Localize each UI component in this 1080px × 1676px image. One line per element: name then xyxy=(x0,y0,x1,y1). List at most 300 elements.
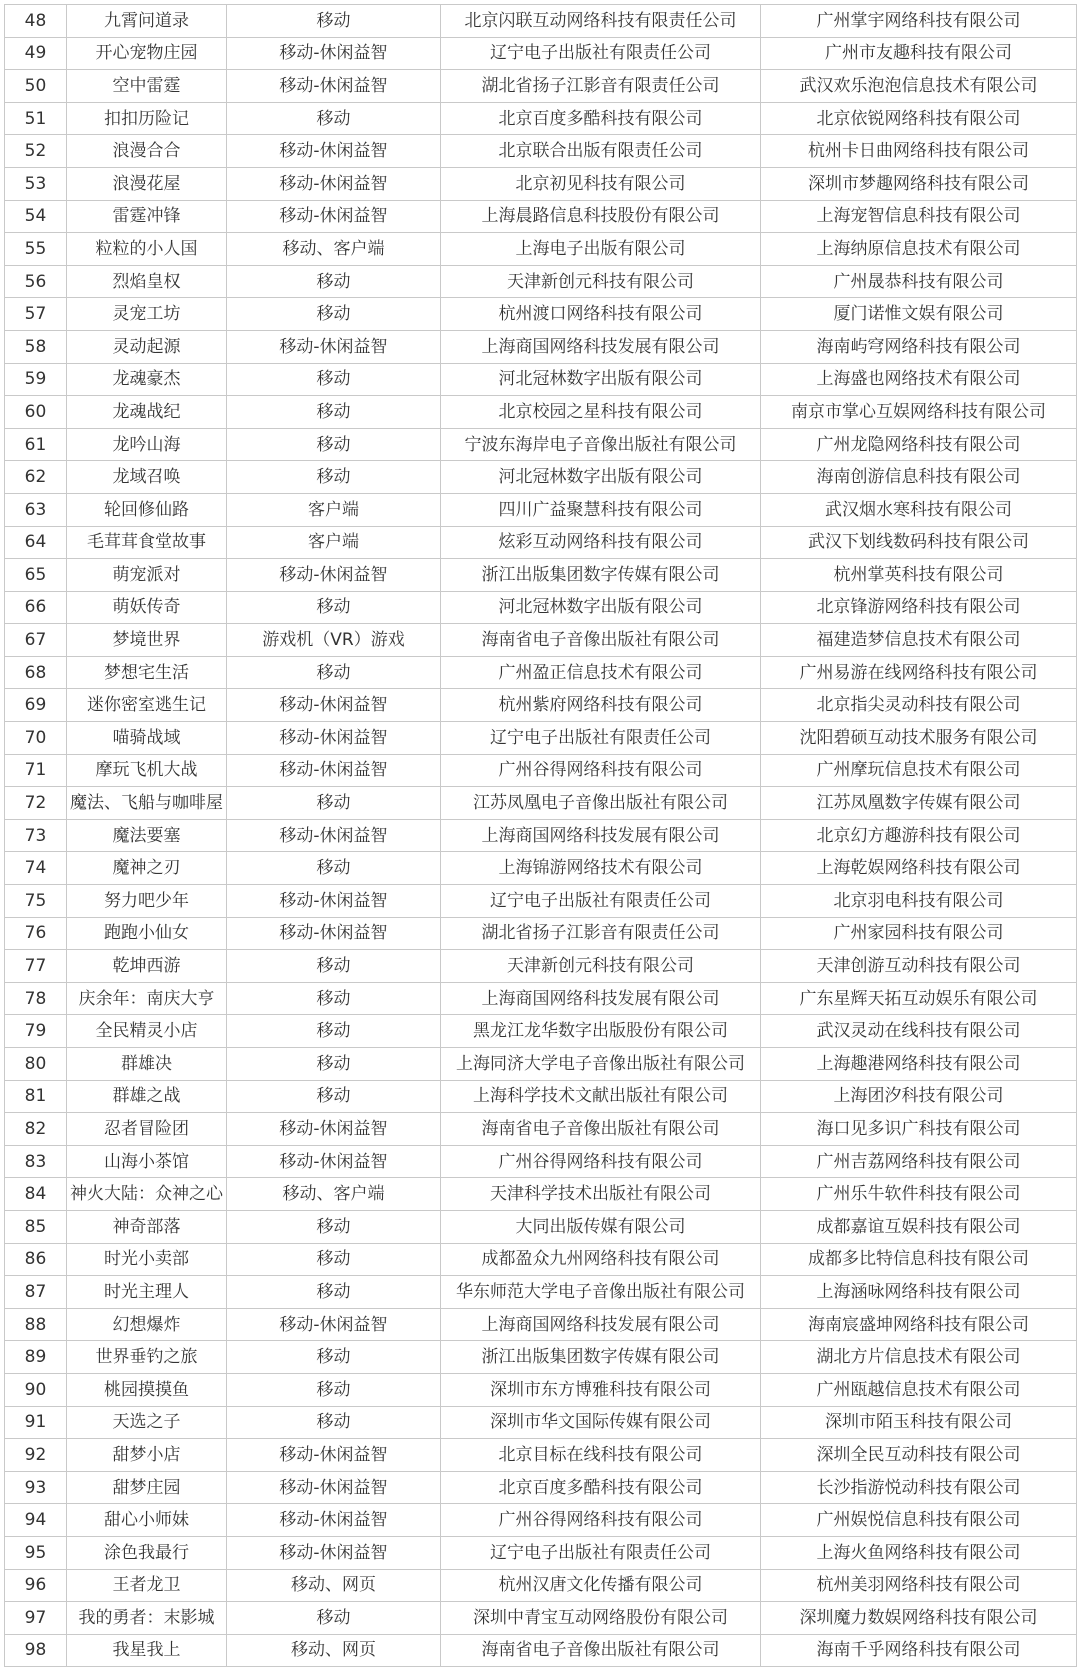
table-row xyxy=(5,656,1077,689)
table-row xyxy=(5,819,1077,852)
game-type-cell: 客户端 xyxy=(227,493,441,526)
row-number-cell: 67 xyxy=(5,624,67,657)
publisher-cell: 海南省电子音像出版社有限公司 xyxy=(441,624,761,657)
row-number-cell: 83 xyxy=(5,1145,67,1178)
developer-cell: 长沙指游悦动科技有限公司 xyxy=(761,1471,1077,1504)
game-type-cell: 移动、客户端 xyxy=(227,233,441,266)
publisher-cell: 深圳市华文国际传媒有限公司 xyxy=(441,1406,761,1439)
game-type-cell: 移动 xyxy=(227,461,441,494)
row-number-cell: 68 xyxy=(5,656,67,689)
row-number-cell: 77 xyxy=(5,950,67,983)
game-type-cell: 移动-休闲益智 xyxy=(227,1308,441,1341)
table-row xyxy=(5,624,1077,657)
publisher-cell: 北京百度多酷科技有限公司 xyxy=(441,1471,761,1504)
game-name-cell: 雷霆冲锋 xyxy=(67,200,227,233)
row-number-cell: 56 xyxy=(5,265,67,298)
game-name-cell: 九霄问道录 xyxy=(67,5,227,38)
row-number-cell: 90 xyxy=(5,1373,67,1406)
publisher-cell: 宁波东海岸电子音像出版社有限公司 xyxy=(441,428,761,461)
game-name-cell: 扣扣历险记 xyxy=(67,102,227,135)
game-name-cell: 幻想爆炸 xyxy=(67,1308,227,1341)
game-type-cell: 移动 xyxy=(227,5,441,38)
game-name-cell: 群雄之战 xyxy=(67,1080,227,1113)
game-type-cell: 移动 xyxy=(227,298,441,331)
developer-cell: 上海趣港网络科技有限公司 xyxy=(761,1048,1077,1081)
publisher-cell: 华东师范大学电子音像出版社有限公司 xyxy=(441,1276,761,1309)
game-type-cell: 移动-休闲益智 xyxy=(227,200,441,233)
developer-cell: 广州龙隐网络科技有限公司 xyxy=(761,428,1077,461)
game-approval-table xyxy=(4,4,1077,1667)
developer-cell: 湖北方片信息技术有限公司 xyxy=(761,1341,1077,1374)
row-number-cell: 80 xyxy=(5,1048,67,1081)
table-row xyxy=(5,852,1077,885)
table-row xyxy=(5,461,1077,494)
publisher-cell: 上海商国网络科技发展有限公司 xyxy=(441,982,761,1015)
game-type-cell: 移动 xyxy=(227,656,441,689)
table-row xyxy=(5,1471,1077,1504)
game-name-cell: 甜梦小店 xyxy=(67,1439,227,1472)
table-row xyxy=(5,1439,1077,1472)
game-type-cell: 移动 xyxy=(227,1276,441,1309)
publisher-cell: 广州盈正信息技术有限公司 xyxy=(441,656,761,689)
game-type-cell: 移动 xyxy=(227,1210,441,1243)
game-type-cell: 移动 xyxy=(227,852,441,885)
developer-cell: 武汉烟水寒科技有限公司 xyxy=(761,493,1077,526)
game-name-cell: 喵骑战域 xyxy=(67,722,227,755)
game-name-cell: 龙魂战纪 xyxy=(67,396,227,429)
table-row xyxy=(5,689,1077,722)
publisher-cell: 上海同济大学电子音像出版社有限公司 xyxy=(441,1048,761,1081)
game-name-cell: 龙域召唤 xyxy=(67,461,227,494)
game-type-cell: 移动-休闲益智 xyxy=(227,559,441,592)
publisher-cell: 黑龙江龙华数字出版股份有限公司 xyxy=(441,1015,761,1048)
game-type-cell: 移动-休闲益智 xyxy=(227,1471,441,1504)
table-row xyxy=(5,37,1077,70)
row-number-cell: 62 xyxy=(5,461,67,494)
developer-cell: 福建造梦信息技术有限公司 xyxy=(761,624,1077,657)
row-number-cell: 74 xyxy=(5,852,67,885)
developer-cell: 广州娱悦信息科技有限公司 xyxy=(761,1504,1077,1537)
game-type-cell: 移动-休闲益智 xyxy=(227,167,441,200)
table-row xyxy=(5,1178,1077,1211)
developer-cell: 上海宠智信息科技有限公司 xyxy=(761,200,1077,233)
table-row xyxy=(5,5,1077,38)
game-name-cell: 萌妖传奇 xyxy=(67,591,227,624)
publisher-cell: 辽宁电子出版社有限责任公司 xyxy=(441,722,761,755)
table-row xyxy=(5,330,1077,363)
game-name-cell: 我的勇者：末影城 xyxy=(67,1602,227,1635)
publisher-cell: 上海晨路信息科技股份有限公司 xyxy=(441,200,761,233)
row-number-cell: 51 xyxy=(5,102,67,135)
game-name-cell: 山海小茶馆 xyxy=(67,1145,227,1178)
table-row xyxy=(5,1015,1077,1048)
game-type-cell: 移动-休闲益智 xyxy=(227,885,441,918)
table-row xyxy=(5,1145,1077,1178)
row-number-cell: 76 xyxy=(5,917,67,950)
row-number-cell: 89 xyxy=(5,1341,67,1374)
publisher-cell: 天津新创元科技有限公司 xyxy=(441,265,761,298)
game-name-cell: 浪漫花屋 xyxy=(67,167,227,200)
game-name-cell: 乾坤西游 xyxy=(67,950,227,983)
row-number-cell: 86 xyxy=(5,1243,67,1276)
developer-cell: 武汉下划线数码科技有限公司 xyxy=(761,526,1077,559)
game-name-cell: 毛茸茸食堂故事 xyxy=(67,526,227,559)
game-type-cell: 移动-休闲益智 xyxy=(227,917,441,950)
developer-cell: 北京依锐网络科技有限公司 xyxy=(761,102,1077,135)
game-name-cell: 魔法、飞船与咖啡屋 xyxy=(67,787,227,820)
game-type-cell: 移动-休闲益智 xyxy=(227,754,441,787)
developer-cell: 武汉欢乐泡泡信息技术有限公司 xyxy=(761,70,1077,103)
table-row xyxy=(5,167,1077,200)
publisher-cell: 大同出版传媒有限公司 xyxy=(441,1210,761,1243)
game-name-cell: 我星我上 xyxy=(67,1634,227,1667)
game-type-cell: 移动-休闲益智 xyxy=(227,330,441,363)
table-row xyxy=(5,396,1077,429)
game-name-cell: 萌宠派对 xyxy=(67,559,227,592)
game-name-cell: 烈焰皇权 xyxy=(67,265,227,298)
game-name-cell: 努力吧少年 xyxy=(67,885,227,918)
publisher-cell: 北京目标在线科技有限公司 xyxy=(441,1439,761,1472)
developer-cell: 杭州掌英科技有限公司 xyxy=(761,559,1077,592)
row-number-cell: 73 xyxy=(5,819,67,852)
table-row xyxy=(5,526,1077,559)
row-number-cell: 91 xyxy=(5,1406,67,1439)
publisher-cell: 辽宁电子出版社有限责任公司 xyxy=(441,37,761,70)
row-number-cell: 85 xyxy=(5,1210,67,1243)
game-type-cell: 移动 xyxy=(227,787,441,820)
row-number-cell: 54 xyxy=(5,200,67,233)
game-name-cell: 龙魂豪杰 xyxy=(67,363,227,396)
publisher-cell: 北京百度多酷科技有限公司 xyxy=(441,102,761,135)
row-number-cell: 52 xyxy=(5,135,67,168)
developer-cell: 成都嘉谊互娱科技有限公司 xyxy=(761,1210,1077,1243)
publisher-cell: 上海锦游网络技术有限公司 xyxy=(441,852,761,885)
developer-cell: 北京羽电科技有限公司 xyxy=(761,885,1077,918)
table-row xyxy=(5,982,1077,1015)
game-type-cell: 移动 xyxy=(227,428,441,461)
game-name-cell: 开心宠物庄园 xyxy=(67,37,227,70)
developer-cell: 上海团汐科技有限公司 xyxy=(761,1080,1077,1113)
game-name-cell: 时光小卖部 xyxy=(67,1243,227,1276)
game-name-cell: 庆余年：南庆大亨 xyxy=(67,982,227,1015)
developer-cell: 海南宸盛坤网络科技有限公司 xyxy=(761,1308,1077,1341)
developer-cell: 杭州卡日曲网络科技有限公司 xyxy=(761,135,1077,168)
publisher-cell: 浙江出版集团数字传媒有限公司 xyxy=(441,559,761,592)
developer-cell: 南京市掌心互娱网络科技有限公司 xyxy=(761,396,1077,429)
publisher-cell: 北京闪联互动网络科技有限责任公司 xyxy=(441,5,761,38)
row-number-cell: 69 xyxy=(5,689,67,722)
game-name-cell: 空中雷霆 xyxy=(67,70,227,103)
developer-cell: 广州市友趣科技有限公司 xyxy=(761,37,1077,70)
table-row xyxy=(5,917,1077,950)
row-number-cell: 98 xyxy=(5,1634,67,1667)
game-name-cell: 魔神之刃 xyxy=(67,852,227,885)
publisher-cell: 天津科学技术出版社有限公司 xyxy=(441,1178,761,1211)
publisher-cell: 杭州汉唐文化传播有限公司 xyxy=(441,1569,761,1602)
developer-cell: 杭州美羽网络科技有限公司 xyxy=(761,1569,1077,1602)
table-row xyxy=(5,135,1077,168)
row-number-cell: 87 xyxy=(5,1276,67,1309)
game-name-cell: 龙吟山海 xyxy=(67,428,227,461)
row-number-cell: 63 xyxy=(5,493,67,526)
table-row xyxy=(5,1504,1077,1537)
game-type-cell: 移动 xyxy=(227,1602,441,1635)
publisher-cell: 广州谷得网络科技有限公司 xyxy=(441,754,761,787)
table-row xyxy=(5,1080,1077,1113)
publisher-cell: 广州谷得网络科技有限公司 xyxy=(441,1504,761,1537)
table-row xyxy=(5,265,1077,298)
game-type-cell: 移动、客户端 xyxy=(227,1178,441,1211)
publisher-cell: 深圳市东方博雅科技有限公司 xyxy=(441,1373,761,1406)
game-type-cell: 移动 xyxy=(227,1080,441,1113)
developer-cell: 上海乾娱网络科技有限公司 xyxy=(761,852,1077,885)
game-name-cell: 时光主理人 xyxy=(67,1276,227,1309)
game-name-cell: 天选之子 xyxy=(67,1406,227,1439)
developer-cell: 广州摩玩信息技术有限公司 xyxy=(761,754,1077,787)
table-row xyxy=(5,754,1077,787)
developer-cell: 上海涵咏网络科技有限公司 xyxy=(761,1276,1077,1309)
publisher-cell: 上海商国网络科技发展有限公司 xyxy=(441,1308,761,1341)
table-row xyxy=(5,1373,1077,1406)
game-type-cell: 移动-休闲益智 xyxy=(227,1113,441,1146)
row-number-cell: 82 xyxy=(5,1113,67,1146)
game-name-cell: 浪漫合合 xyxy=(67,135,227,168)
row-number-cell: 93 xyxy=(5,1471,67,1504)
table-row xyxy=(5,102,1077,135)
game-name-cell: 神火大陆：众神之心 xyxy=(67,1178,227,1211)
developer-cell: 上海纳原信息技术有限公司 xyxy=(761,233,1077,266)
publisher-cell: 海南省电子音像出版社有限公司 xyxy=(441,1113,761,1146)
publisher-cell: 广州谷得网络科技有限公司 xyxy=(441,1145,761,1178)
publisher-cell: 湖北省扬子江影音有限责任公司 xyxy=(441,70,761,103)
developer-cell: 上海火鱼网络科技有限公司 xyxy=(761,1536,1077,1569)
game-type-cell: 移动-休闲益智 xyxy=(227,1504,441,1537)
publisher-cell: 上海商国网络科技发展有限公司 xyxy=(441,330,761,363)
table-row xyxy=(5,1113,1077,1146)
table-row xyxy=(5,200,1077,233)
developer-cell: 北京锋游网络科技有限公司 xyxy=(761,591,1077,624)
publisher-cell: 湖北省扬子江影音有限责任公司 xyxy=(441,917,761,950)
game-name-cell: 世界垂钓之旅 xyxy=(67,1341,227,1374)
row-number-cell: 79 xyxy=(5,1015,67,1048)
row-number-cell: 95 xyxy=(5,1536,67,1569)
table-body xyxy=(5,5,1077,1667)
game-name-cell: 涂色我最行 xyxy=(67,1536,227,1569)
table-row xyxy=(5,1308,1077,1341)
game-name-cell: 灵动起源 xyxy=(67,330,227,363)
developer-cell: 深圳全民互动科技有限公司 xyxy=(761,1439,1077,1472)
publisher-cell: 辽宁电子出版社有限责任公司 xyxy=(441,1536,761,1569)
game-name-cell: 轮回修仙路 xyxy=(67,493,227,526)
game-name-cell: 神奇部落 xyxy=(67,1210,227,1243)
game-name-cell: 灵宠工坊 xyxy=(67,298,227,331)
row-number-cell: 60 xyxy=(5,396,67,429)
developer-cell: 广州掌宇网络科技有限公司 xyxy=(761,5,1077,38)
publisher-cell: 四川广益聚慧科技有限公司 xyxy=(441,493,761,526)
game-type-cell: 游戏机（VR）游戏 xyxy=(227,624,441,657)
game-type-cell: 移动 xyxy=(227,102,441,135)
row-number-cell: 78 xyxy=(5,982,67,1015)
developer-cell: 成都多比特信息科技有限公司 xyxy=(761,1243,1077,1276)
game-type-cell: 移动-休闲益智 xyxy=(227,1439,441,1472)
row-number-cell: 96 xyxy=(5,1569,67,1602)
game-name-cell: 跑跑小仙女 xyxy=(67,917,227,950)
developer-cell: 天津创游互动科技有限公司 xyxy=(761,950,1077,983)
game-type-cell: 移动 xyxy=(227,1373,441,1406)
row-number-cell: 58 xyxy=(5,330,67,363)
table-row xyxy=(5,1634,1077,1667)
row-number-cell: 92 xyxy=(5,1439,67,1472)
game-name-cell: 梦想宅生活 xyxy=(67,656,227,689)
game-name-cell: 甜梦庄园 xyxy=(67,1471,227,1504)
game-name-cell: 甜心小师妹 xyxy=(67,1504,227,1537)
publisher-cell: 北京校园之星科技有限公司 xyxy=(441,396,761,429)
developer-cell: 沈阳碧硕互动技术服务有限公司 xyxy=(761,722,1077,755)
table-row xyxy=(5,363,1077,396)
row-number-cell: 64 xyxy=(5,526,67,559)
publisher-cell: 杭州渡口网络科技有限公司 xyxy=(441,298,761,331)
developer-cell: 广州瓯越信息技术有限公司 xyxy=(761,1373,1077,1406)
row-number-cell: 61 xyxy=(5,428,67,461)
game-type-cell: 移动-休闲益智 xyxy=(227,1536,441,1569)
developer-cell: 武汉灵动在线科技有限公司 xyxy=(761,1015,1077,1048)
developer-cell: 广州晟恭科技有限公司 xyxy=(761,265,1077,298)
row-number-cell: 66 xyxy=(5,591,67,624)
table-row xyxy=(5,1406,1077,1439)
publisher-cell: 辽宁电子出版社有限责任公司 xyxy=(441,885,761,918)
developer-cell: 深圳魔力数娱网络科技有限公司 xyxy=(761,1602,1077,1635)
game-type-cell: 移动 xyxy=(227,950,441,983)
publisher-cell: 北京初见科技有限公司 xyxy=(441,167,761,200)
game-type-cell: 移动-休闲益智 xyxy=(227,37,441,70)
row-number-cell: 97 xyxy=(5,1602,67,1635)
developer-cell: 广东星辉天拓互动娱乐有限公司 xyxy=(761,982,1077,1015)
game-name-cell: 忍者冒险团 xyxy=(67,1113,227,1146)
row-number-cell: 65 xyxy=(5,559,67,592)
game-type-cell: 移动 xyxy=(227,396,441,429)
game-type-cell: 客户端 xyxy=(227,526,441,559)
game-type-cell: 移动-休闲益智 xyxy=(227,722,441,755)
table-row xyxy=(5,1048,1077,1081)
publisher-cell: 上海商国网络科技发展有限公司 xyxy=(441,819,761,852)
game-type-cell: 移动 xyxy=(227,591,441,624)
game-name-cell: 王者龙卫 xyxy=(67,1569,227,1602)
game-type-cell: 移动 xyxy=(227,982,441,1015)
game-type-cell: 移动、网页 xyxy=(227,1634,441,1667)
game-type-cell: 移动-休闲益智 xyxy=(227,819,441,852)
row-number-cell: 48 xyxy=(5,5,67,38)
row-number-cell: 81 xyxy=(5,1080,67,1113)
game-name-cell: 粒粒的小人国 xyxy=(67,233,227,266)
developer-cell: 海南千乎网络科技有限公司 xyxy=(761,1634,1077,1667)
publisher-cell: 河北冠林数字出版有限公司 xyxy=(441,363,761,396)
publisher-cell: 上海科学技术文献出版社有限公司 xyxy=(441,1080,761,1113)
row-number-cell: 75 xyxy=(5,885,67,918)
publisher-cell: 海南省电子音像出版社有限公司 xyxy=(441,1634,761,1667)
game-type-cell: 移动-休闲益智 xyxy=(227,70,441,103)
row-number-cell: 57 xyxy=(5,298,67,331)
table-row xyxy=(5,559,1077,592)
publisher-cell: 深圳中青宝互动网络股份有限公司 xyxy=(441,1602,761,1635)
row-number-cell: 55 xyxy=(5,233,67,266)
game-name-cell: 群雄决 xyxy=(67,1048,227,1081)
row-number-cell: 59 xyxy=(5,363,67,396)
publisher-cell: 河北冠林数字出版有限公司 xyxy=(441,591,761,624)
game-type-cell: 移动、网页 xyxy=(227,1569,441,1602)
table-row xyxy=(5,722,1077,755)
table-row xyxy=(5,1602,1077,1635)
game-type-cell: 移动 xyxy=(227,363,441,396)
table-row xyxy=(5,950,1077,983)
table-row xyxy=(5,787,1077,820)
table-row xyxy=(5,885,1077,918)
table-row xyxy=(5,1569,1077,1602)
publisher-cell: 杭州紫府网络科技有限公司 xyxy=(441,689,761,722)
table-row xyxy=(5,428,1077,461)
developer-cell: 北京幻方趣游科技有限公司 xyxy=(761,819,1077,852)
publisher-cell: 成都盈众九州网络科技有限公司 xyxy=(441,1243,761,1276)
table-row xyxy=(5,493,1077,526)
row-number-cell: 72 xyxy=(5,787,67,820)
game-name-cell: 梦境世界 xyxy=(67,624,227,657)
game-type-cell: 移动 xyxy=(227,1406,441,1439)
table-row xyxy=(5,591,1077,624)
developer-cell: 江苏凤凰数字传媒有限公司 xyxy=(761,787,1077,820)
table-row xyxy=(5,1341,1077,1374)
table-row xyxy=(5,298,1077,331)
table-row xyxy=(5,1276,1077,1309)
row-number-cell: 71 xyxy=(5,754,67,787)
table-row xyxy=(5,1243,1077,1276)
table-row xyxy=(5,1536,1077,1569)
developer-cell: 广州吉荔网络科技有限公司 xyxy=(761,1145,1077,1178)
game-type-cell: 移动 xyxy=(227,1015,441,1048)
developer-cell: 海口见多识广科技有限公司 xyxy=(761,1113,1077,1146)
row-number-cell: 94 xyxy=(5,1504,67,1537)
developer-cell: 海南创游信息科技有限公司 xyxy=(761,461,1077,494)
publisher-cell: 江苏凤凰电子音像出版社有限公司 xyxy=(441,787,761,820)
developer-cell: 海南屿穹网络科技有限公司 xyxy=(761,330,1077,363)
row-number-cell: 70 xyxy=(5,722,67,755)
developer-cell: 深圳市陌玉科技有限公司 xyxy=(761,1406,1077,1439)
developer-cell: 广州家园科技有限公司 xyxy=(761,917,1077,950)
row-number-cell: 53 xyxy=(5,167,67,200)
developer-cell: 上海盛也网络技术有限公司 xyxy=(761,363,1077,396)
game-type-cell: 移动 xyxy=(227,265,441,298)
game-name-cell: 全民精灵小店 xyxy=(67,1015,227,1048)
publisher-cell: 北京联合出版有限责任公司 xyxy=(441,135,761,168)
row-number-cell: 50 xyxy=(5,70,67,103)
developer-cell: 厦门诺惟文娱有限公司 xyxy=(761,298,1077,331)
game-name-cell: 摩玩飞机大战 xyxy=(67,754,227,787)
game-name-cell: 桃园摸摸鱼 xyxy=(67,1373,227,1406)
publisher-cell: 浙江出版集团数字传媒有限公司 xyxy=(441,1341,761,1374)
game-name-cell: 魔法要塞 xyxy=(67,819,227,852)
game-type-cell: 移动 xyxy=(227,1243,441,1276)
developer-cell: 广州易游在线网络科技有限公司 xyxy=(761,656,1077,689)
developer-cell: 深圳市梦趣网络科技有限公司 xyxy=(761,167,1077,200)
row-number-cell: 88 xyxy=(5,1308,67,1341)
game-type-cell: 移动-休闲益智 xyxy=(227,689,441,722)
table-row xyxy=(5,70,1077,103)
publisher-cell: 炫彩互动网络科技有限公司 xyxy=(441,526,761,559)
developer-cell: 广州乐牛软件科技有限公司 xyxy=(761,1178,1077,1211)
table-row xyxy=(5,1210,1077,1243)
row-number-cell: 49 xyxy=(5,37,67,70)
game-type-cell: 移动 xyxy=(227,1048,441,1081)
game-type-cell: 移动-休闲益智 xyxy=(227,135,441,168)
publisher-cell: 上海电子出版有限公司 xyxy=(441,233,761,266)
